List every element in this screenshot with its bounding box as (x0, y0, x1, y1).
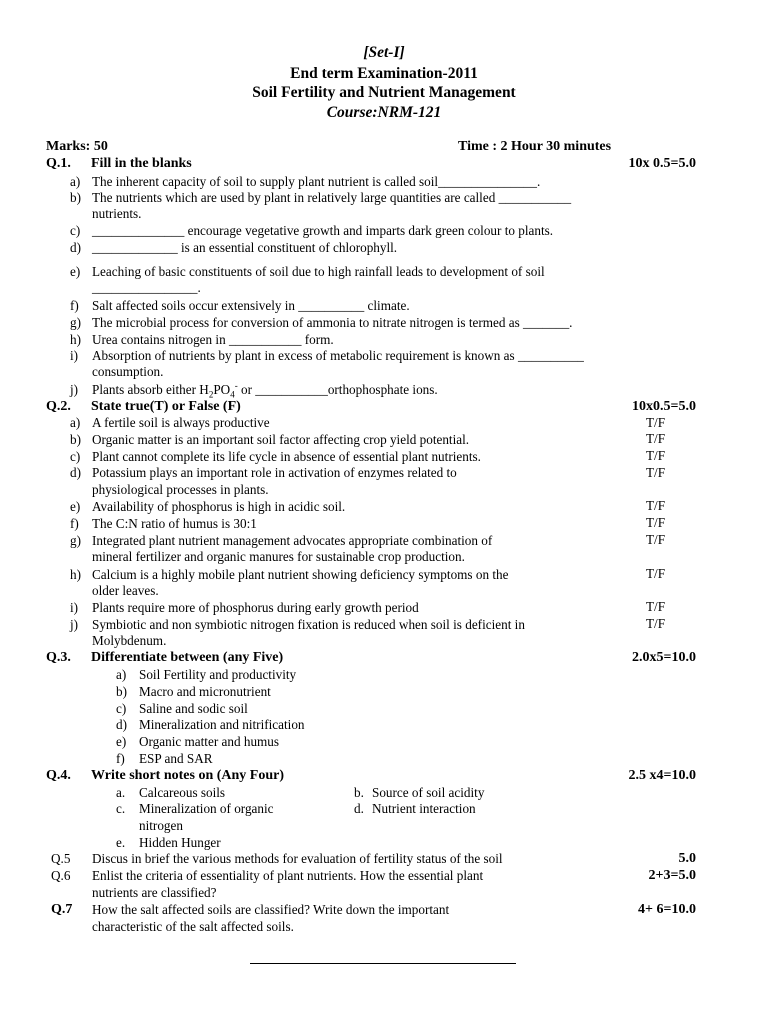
q1-item-text: ______________ encourage vegetative growth and imparts dark green colour to plants. (92, 223, 554, 238)
q1-item-label: d) (70, 240, 81, 255)
q7-text: How the salt affected soils are classified? Write down the important (92, 902, 450, 917)
q4-item-label: b. (354, 785, 364, 800)
q3-item-label: a) (116, 667, 127, 682)
q1-item-text: _____________ is an essential constituent of chlorophyll. (92, 240, 398, 255)
q2-item-text: Calcium is a highly mobile plant nutrient showing deficiency symptoms on the (92, 567, 509, 582)
q1-title: Fill in the blanks (91, 156, 192, 171)
q2-item-text: Plant cannot complete its life cycle in absence of essential plant nutrients. (92, 449, 481, 464)
q3-marks: 2.0x5=10.0 (632, 650, 696, 665)
exam-title: End term Examination-2011 (290, 65, 478, 82)
q2-item-text: Symbiotic and non symbiotic nitrogen fixation is reduced when soil is deficient in (92, 617, 525, 632)
q1-item-label: h) (70, 332, 81, 347)
q4-item-label: e. (116, 835, 126, 850)
q3-item-text: Macro and micronutrient (139, 684, 271, 699)
set-label: [Set-I] (363, 44, 405, 61)
q6-marks: 2+3=5.0 (648, 868, 696, 883)
q2-item-text: Plants require more of phosphorus during early growth period (92, 600, 419, 615)
q2-item-label: a) (70, 415, 81, 430)
q5-marks: 5.0 (678, 851, 696, 866)
q2-true-false: T/F (646, 415, 666, 430)
q2-item-text: Availability of phosphorus is high in acidic soil. (92, 499, 346, 514)
q2-item-label: j) (70, 617, 79, 632)
q7-text: characteristic of the salt affected soils. (92, 919, 294, 934)
subject-title: Soil Fertility and Nutrient Management (252, 84, 516, 101)
q1-item-label: f) (70, 298, 79, 313)
q2-item-text: Integrated plant nutrient management advocates appropriate combination of (92, 533, 493, 548)
q2-true-false: T/F (646, 532, 666, 547)
q1-item-label: j) (70, 382, 79, 397)
q1-item-label: e) (70, 264, 81, 279)
q4-item-text: Mineralization of organic (139, 801, 274, 816)
q1-number: Q.1. (46, 156, 71, 171)
q1-item-text: nutrients. (92, 206, 142, 221)
q3-item-text: Mineralization and nitrification (139, 717, 305, 732)
q3-item-label: c) (116, 701, 127, 716)
q2-item-text: Potassium plays an important role in activation of enzymes related to (92, 465, 457, 480)
q7-number: Q.7 (51, 902, 73, 917)
q2-item-label: i) (70, 600, 79, 615)
q2-item-text: A fertile soil is always productive (92, 415, 270, 430)
q3-title: Differentiate between (any Five) (91, 650, 284, 665)
q3-item-label: d) (116, 717, 127, 732)
q1-item-text: The microbial process for conversion of ammonia to nitrate nitrogen is termed as _______. (92, 315, 573, 330)
q2-true-false: T/F (646, 431, 666, 446)
q2-true-false: T/F (646, 515, 666, 530)
q2-item-text: older leaves. (92, 583, 159, 598)
total-marks: Marks: 50 (46, 139, 108, 154)
q2-item-text: physiological processes in plants. (92, 482, 269, 497)
q2-item-label: d) (70, 465, 81, 480)
q1-item-text-formula: Plants absorb either $H_2PO_4^-$ or ___________orthophosphate ions. (92, 380, 438, 400)
q2-item-text: mineral fertilizer and organic manures for sustainable crop production. (92, 549, 465, 564)
q1-item-label: b) (70, 190, 81, 205)
q2-item-text: Organic matter is an important soil factor affecting crop yield potential. (92, 432, 470, 447)
q1-item-label: a) (70, 174, 81, 189)
q2-true-false: T/F (646, 566, 666, 581)
q3-item-text: Organic matter and humus (139, 734, 280, 749)
q4-item-text: Nutrient interaction (372, 801, 476, 816)
q1-item-text: ________________. (92, 280, 201, 295)
q3-number: Q.3. (46, 650, 71, 665)
q2-item-label: h) (70, 567, 81, 582)
q2-true-false: T/F (646, 599, 666, 614)
q2-true-false: T/F (646, 498, 666, 513)
q6-number: Q.6 (51, 868, 71, 883)
q1-item-text: Salt affected soils occur extensively in __________ climate. (92, 298, 410, 313)
q1-item-text: The inherent capacity of soil to supply plant nutrient is called soil_______________. (92, 174, 541, 189)
q4-title: Write short notes on (Any Four) (91, 768, 285, 783)
course-code: Course:NRM-121 (326, 104, 442, 121)
q1-item-label: g) (70, 315, 81, 330)
q1-item-text: consumption. (92, 364, 164, 379)
q3-item-label: f) (116, 751, 125, 766)
q3-item-label: b) (116, 684, 127, 699)
end-rule (250, 963, 516, 964)
q1-item-label: c) (70, 223, 81, 238)
q2-item-label: g) (70, 533, 81, 548)
q4-marks: 2.5 x4=10.0 (628, 768, 696, 783)
q4-item-label: c. (116, 801, 126, 816)
q4-item-label: a. (116, 785, 126, 800)
q4-item-text: Source of soil acidity (372, 785, 485, 800)
q2-item-label: e) (70, 499, 81, 514)
q2-item-label: b) (70, 432, 81, 447)
q6-text: Enlist the criteria of essentiality of plant nutrients. How the essential plant (92, 868, 484, 883)
q4-item-label: d. (354, 801, 364, 816)
q1-item-text: Absorption of nutrients by plant in excess of metabolic requirement is known as __________ (92, 348, 584, 363)
q2-true-false: T/F (646, 448, 666, 463)
q6-text: nutrients are classified? (92, 885, 217, 900)
q3-item-text: ESP and SAR (139, 751, 213, 766)
q2-item-text: Molybdenum. (92, 633, 167, 648)
q1-item-text: The nutrients which are used by plant in relatively large quantities are called ___________ (92, 190, 572, 205)
q1-item-label: i) (70, 348, 79, 363)
q3-item-text: Soil Fertility and productivity (139, 667, 297, 682)
q1-item-text: Leaching of basic constituents of soil due to high rainfall leads to development of soil (92, 264, 545, 279)
q2-number: Q.2. (46, 399, 71, 414)
q2-true-false: T/F (646, 616, 666, 631)
q2-title: State true(T) or False (F) (91, 399, 241, 414)
q2-item-label: c) (70, 449, 81, 464)
q4-item-text: Hidden Hunger (139, 835, 221, 850)
q5-number: Q.5 (51, 851, 71, 866)
q2-item-text: The C:N ratio of humus is 30:1 (92, 516, 257, 531)
q4-item-text: Calcareous soils (139, 785, 226, 800)
q4-number: Q.4. (46, 768, 71, 783)
q1-item-text: Urea contains nitrogen in ___________ form. (92, 332, 334, 347)
q4-item-text: nitrogen (139, 818, 183, 833)
q7-marks: 4+ 6=10.0 (638, 902, 696, 917)
q2-item-label: f) (70, 516, 79, 531)
q1-marks: 10x 0.5=5.0 (628, 156, 696, 171)
q2-marks: 10x0.5=5.0 (632, 399, 696, 414)
q3-item-text: Saline and sodic soil (139, 701, 248, 716)
q3-item-label: e) (116, 734, 127, 749)
q5-text: Discus in brief the various methods for evaluation of fertility status of the soil (92, 851, 503, 866)
exam-time: Time : 2 Hour 30 minutes (458, 139, 612, 154)
q2-true-false: T/F (646, 465, 666, 480)
